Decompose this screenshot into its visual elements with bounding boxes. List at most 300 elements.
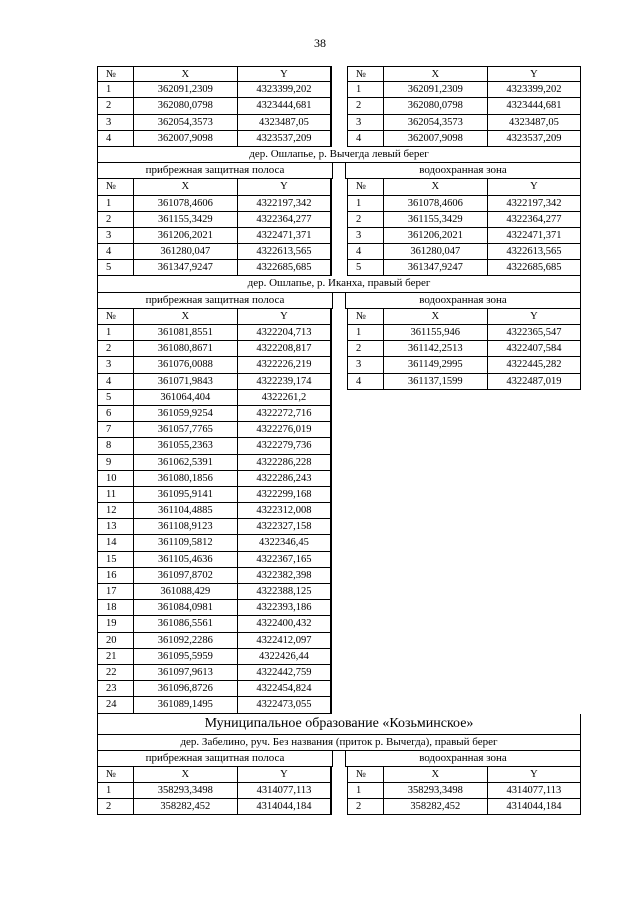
left-cell-number: 16 [97,568,133,584]
zone-gap [333,293,345,309]
left-header-number: № [97,309,133,325]
right-header-x: X [383,309,487,325]
table-gap [331,212,347,228]
left-cell-y: 4322239,174 [237,374,331,390]
table-gap [331,633,347,649]
left-cell-y: 4322388,125 [237,584,331,600]
table-row [97,131,581,147]
table-gap [331,325,347,341]
right-cell-y: 4322471,371 [487,228,581,244]
table-gap [331,406,347,422]
empty-cell [347,455,383,471]
empty-cell [347,665,383,681]
right-cell-x: 361347,9247 [383,260,487,276]
left-cell-number: 8 [97,438,133,454]
zone-header-row [97,163,581,179]
empty-cell [487,552,581,568]
left-cell-number: 2 [97,98,133,114]
right-cell-y: 4323399,202 [487,82,581,98]
empty-cell [383,552,487,568]
right-header-x: X [383,767,487,783]
right-header-y: Y [487,309,581,325]
zone-gap [333,751,345,767]
right-cell-y: 4322445,282 [487,357,581,373]
table-gap [331,783,347,799]
right-cell-y: 4322365,547 [487,325,581,341]
empty-cell [383,633,487,649]
table-row [97,115,581,131]
left-cell-y: 4322367,165 [237,552,331,568]
empty-cell [383,568,487,584]
table-gap [331,616,347,632]
table-row [97,455,581,471]
left-cell-x: 361155,3429 [133,212,237,228]
left-cell-number: 5 [97,390,133,406]
table-row [97,616,581,632]
left-cell-number: 10 [97,471,133,487]
left-cell-number: 2 [97,799,133,815]
left-cell-x: 361095,9141 [133,487,237,503]
empty-cell [487,487,581,503]
empty-cell [487,584,581,600]
left-cell-y: 4322382,398 [237,568,331,584]
empty-cell [347,633,383,649]
left-cell-x: 361280,047 [133,244,237,260]
right-header-number: № [347,66,383,82]
table-gap [331,115,347,131]
empty-cell [487,568,581,584]
left-cell-x: 361088,429 [133,584,237,600]
left-cell-y: 4322412,097 [237,633,331,649]
left-cell-number: 7 [97,422,133,438]
right-cell-number: 2 [347,799,383,815]
table-row [97,633,581,649]
empty-cell [383,406,487,422]
table-gap [331,196,347,212]
coastal-strip-header: прибрежная защитная полоса [97,751,333,767]
right-cell-number: 4 [347,374,383,390]
empty-cell [347,438,383,454]
left-cell-number: 1 [97,783,133,799]
left-cell-y: 4322364,277 [237,212,331,228]
table-row [97,649,581,665]
right-cell-x: 361078,4606 [383,196,487,212]
left-cell-x: 361105,4636 [133,552,237,568]
empty-cell [487,406,581,422]
empty-cell [347,390,383,406]
empty-cell [487,390,581,406]
left-cell-y: 4322312,008 [237,503,331,519]
left-cell-y: 4322473,055 [237,697,331,713]
section-title: дер. Ошлапье, р. Вычегда левый берег [97,147,581,163]
left-cell-x: 361108,9123 [133,519,237,535]
left-cell-x: 361078,4606 [133,196,237,212]
table-row [97,82,581,98]
right-cell-y: 4314077,113 [487,783,581,799]
table-row [97,535,581,551]
left-cell-y: 4322261,2 [237,390,331,406]
empty-cell [487,681,581,697]
left-cell-x: 358293,3498 [133,783,237,799]
left-cell-number: 1 [97,196,133,212]
left-cell-number: 3 [97,357,133,373]
table-gap [331,568,347,584]
empty-cell [383,471,487,487]
right-cell-x: 361155,946 [383,325,487,341]
left-cell-number: 12 [97,503,133,519]
right-header-number: № [347,767,383,783]
right-cell-y: 4322487,019 [487,374,581,390]
table-header-row [97,66,581,82]
left-cell-y: 4322426,44 [237,649,331,665]
right-cell-number: 1 [347,196,383,212]
left-cell-number: 2 [97,212,133,228]
left-cell-x: 361064,404 [133,390,237,406]
empty-cell [383,535,487,551]
left-cell-number: 3 [97,228,133,244]
left-header-number: № [97,66,133,82]
section-title: дер. Ошлапье, р. Иканха, правый берег [97,276,581,292]
table-row [97,665,581,681]
empty-cell [383,649,487,665]
left-cell-x: 361059,9254 [133,406,237,422]
empty-cell [487,422,581,438]
empty-cell [487,535,581,551]
empty-cell [347,600,383,616]
table-gap [331,260,347,276]
table-row [97,697,581,713]
right-header-number: № [347,179,383,195]
table-header-row [97,309,581,325]
empty-cell [487,455,581,471]
empty-cell [347,697,383,713]
table-header-row [97,179,581,195]
empty-cell [383,503,487,519]
left-cell-number: 17 [97,584,133,600]
empty-cell [487,600,581,616]
table-row [97,357,581,373]
right-cell-y: 4322364,277 [487,212,581,228]
table-header-row [97,767,581,783]
right-cell-number: 5 [347,260,383,276]
right-cell-x: 362080,0798 [383,98,487,114]
table-row [97,519,581,535]
empty-cell [383,584,487,600]
empty-cell [487,503,581,519]
empty-cell [487,633,581,649]
left-cell-x: 361206,2021 [133,228,237,244]
left-cell-y: 4323487,05 [237,115,331,131]
left-cell-number: 1 [97,82,133,98]
table-gap [331,82,347,98]
right-cell-x: 358293,3498 [383,783,487,799]
left-cell-y: 4322286,243 [237,471,331,487]
left-cell-number: 11 [97,487,133,503]
left-cell-number: 23 [97,681,133,697]
table-gap [331,552,347,568]
table-row [97,212,581,228]
left-cell-number: 2 [97,341,133,357]
left-cell-y: 4322454,824 [237,681,331,697]
left-cell-y: 4322442,759 [237,665,331,681]
left-cell-y: 4323399,202 [237,82,331,98]
table-gap [331,422,347,438]
empty-cell [487,649,581,665]
left-cell-x: 361057,7765 [133,422,237,438]
right-cell-x: 362007,9098 [383,131,487,147]
left-cell-y: 4322197,342 [237,196,331,212]
empty-cell [347,584,383,600]
empty-cell [383,600,487,616]
left-cell-number: 4 [97,244,133,260]
right-header-y: Y [487,767,581,783]
empty-cell [487,697,581,713]
empty-cell [347,568,383,584]
left-header-x: X [133,179,237,195]
left-cell-x: 362007,9098 [133,131,237,147]
left-cell-y: 4322272,716 [237,406,331,422]
left-cell-x: 361096,8726 [133,681,237,697]
empty-cell [347,519,383,535]
table-gap [331,455,347,471]
left-cell-x: 361084,0981 [133,600,237,616]
empty-cell [347,406,383,422]
left-cell-x: 362080,0798 [133,98,237,114]
left-cell-y: 4322346,45 [237,535,331,551]
left-cell-y: 4322685,685 [237,260,331,276]
table-gap [331,767,347,783]
left-cell-number: 4 [97,374,133,390]
table-gap [331,535,347,551]
empty-cell [383,616,487,632]
table-gap [331,697,347,713]
right-header-number: № [347,309,383,325]
right-header-y: Y [487,66,581,82]
empty-cell [383,390,487,406]
right-header-x: X [383,66,487,82]
left-header-y: Y [237,309,331,325]
table-row [97,552,581,568]
table-gap [331,179,347,195]
table-gap [331,471,347,487]
table-gap [331,131,347,147]
left-cell-y: 4322400,432 [237,616,331,632]
empty-cell [487,519,581,535]
table-row [97,503,581,519]
left-cell-y: 4322471,371 [237,228,331,244]
left-cell-x: 361089,1495 [133,697,237,713]
right-cell-number: 2 [347,98,383,114]
right-cell-number: 1 [347,783,383,799]
right-cell-x: 361137,1599 [383,374,487,390]
table-gap [331,799,347,815]
municipality-title: Муниципальное образование «Козьминское» [97,714,581,735]
right-cell-x: 361149,2995 [383,357,487,373]
water-protection-zone-header: водоохранная зона [345,751,581,767]
right-cell-x: 361280,047 [383,244,487,260]
left-cell-x: 361097,9613 [133,665,237,681]
right-cell-x: 361142,2513 [383,341,487,357]
right-cell-number: 3 [347,357,383,373]
water-protection-zone-header: водоохранная зона [345,293,581,309]
left-cell-number: 6 [97,406,133,422]
left-cell-y: 4322276,019 [237,422,331,438]
table-row [97,406,581,422]
left-header-y: Y [237,767,331,783]
left-cell-x: 361071,9843 [133,374,237,390]
empty-cell [347,487,383,503]
empty-cell [383,665,487,681]
table-row [97,487,581,503]
right-cell-y: 4314044,184 [487,799,581,815]
table-gap [331,600,347,616]
left-header-x: X [133,66,237,82]
right-cell-y: 4322685,685 [487,260,581,276]
table-gap [331,309,347,325]
table-gap [331,438,347,454]
empty-cell [347,681,383,697]
empty-cell [383,681,487,697]
table-gap [331,519,347,535]
right-cell-x: 361206,2021 [383,228,487,244]
right-cell-x: 361155,3429 [383,212,487,228]
left-cell-number: 21 [97,649,133,665]
table-row [97,783,581,799]
right-cell-number: 1 [347,325,383,341]
table-gap [331,228,347,244]
left-cell-x: 361095,5959 [133,649,237,665]
left-cell-number: 15 [97,552,133,568]
left-cell-number: 13 [97,519,133,535]
empty-cell [487,438,581,454]
left-cell-number: 20 [97,633,133,649]
table-row [97,584,581,600]
table-row [97,196,581,212]
table-row [97,799,581,815]
table-gap [331,390,347,406]
page-number: 38 [314,36,326,50]
left-cell-number: 22 [97,665,133,681]
table-gap [331,487,347,503]
right-cell-x: 362091,2309 [383,82,487,98]
table-gap [331,341,347,357]
left-cell-number: 14 [97,535,133,551]
water-protection-zone-header: водоохранная зона [345,163,581,179]
coastal-strip-header: прибрежная защитная полоса [97,293,333,309]
right-cell-number: 3 [347,115,383,131]
empty-cell [347,422,383,438]
empty-cell [487,471,581,487]
table-row [97,681,581,697]
table-gap [331,665,347,681]
section-title: дер. Забелино, руч. Без названия (приток р. Вычегда), правый берег [97,735,581,751]
empty-cell [347,649,383,665]
empty-cell [383,455,487,471]
left-cell-y: 4322613,565 [237,244,331,260]
empty-cell [347,535,383,551]
table-gap [331,584,347,600]
empty-cell [383,697,487,713]
table-gap [331,503,347,519]
table-gap [331,681,347,697]
empty-cell [383,519,487,535]
left-header-x: X [133,767,237,783]
left-cell-x: 362054,3573 [133,115,237,131]
left-cell-y: 4322327,158 [237,519,331,535]
right-cell-y: 4322407,584 [487,341,581,357]
table-gap [331,374,347,390]
right-cell-y: 4323487,05 [487,115,581,131]
table-row [97,600,581,616]
empty-cell [383,438,487,454]
empty-cell [347,471,383,487]
left-cell-x: 361109,5812 [133,535,237,551]
right-cell-number: 3 [347,228,383,244]
table-gap [331,357,347,373]
left-header-y: Y [237,66,331,82]
table-gap [331,98,347,114]
left-cell-number: 24 [97,697,133,713]
left-cell-number: 5 [97,260,133,276]
table-row [97,228,581,244]
table-row [97,471,581,487]
empty-cell [383,422,487,438]
left-cell-y: 4322393,186 [237,600,331,616]
left-cell-x: 361092,2286 [133,633,237,649]
table-gap [331,244,347,260]
left-cell-x: 362091,2309 [133,82,237,98]
empty-cell [347,552,383,568]
left-cell-number: 1 [97,325,133,341]
zone-header-row [97,293,581,309]
left-cell-number: 3 [97,115,133,131]
empty-cell [487,665,581,681]
right-cell-number: 1 [347,82,383,98]
left-cell-x: 361055,2363 [133,438,237,454]
left-cell-y: 4323444,681 [237,98,331,114]
empty-cell [347,616,383,632]
left-cell-y: 4322299,168 [237,487,331,503]
table-row [97,341,581,357]
table-row [97,438,581,454]
left-header-y: Y [237,179,331,195]
left-cell-y: 4314044,184 [237,799,331,815]
right-cell-number: 2 [347,212,383,228]
right-cell-y: 4322197,342 [487,196,581,212]
right-cell-x: 358282,452 [383,799,487,815]
table-row [97,98,581,114]
left-header-x: X [133,309,237,325]
coastal-strip-header: прибрежная защитная полоса [97,163,333,179]
left-cell-y: 4322286,228 [237,455,331,471]
left-cell-x: 361104,4885 [133,503,237,519]
left-cell-y: 4314077,113 [237,783,331,799]
left-cell-x: 361062,5391 [133,455,237,471]
left-cell-x: 361347,9247 [133,260,237,276]
zone-header-row [97,751,581,767]
right-cell-y: 4323537,209 [487,131,581,147]
left-cell-y: 4323537,209 [237,131,331,147]
right-cell-number: 4 [347,131,383,147]
right-cell-y: 4323444,681 [487,98,581,114]
left-cell-y: 4322279,736 [237,438,331,454]
table-row [97,390,581,406]
left-cell-x: 361076,0088 [133,357,237,373]
left-cell-x: 361097,8702 [133,568,237,584]
right-cell-y: 4322613,565 [487,244,581,260]
table-row [97,568,581,584]
right-cell-x: 362054,3573 [383,115,487,131]
